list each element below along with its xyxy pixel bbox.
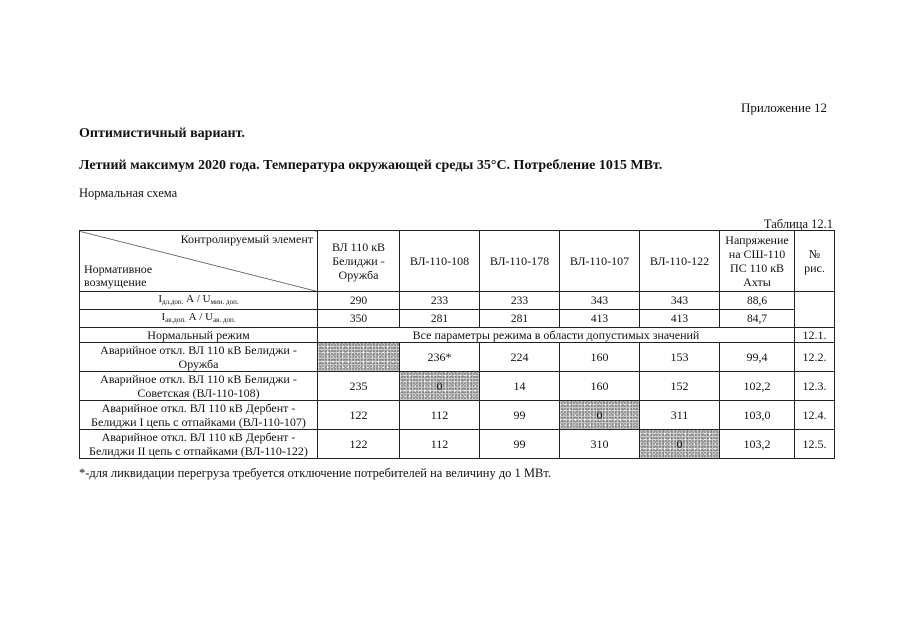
col-header: ВЛ 110 кВ Белиджи - Оружба: [318, 231, 400, 292]
table-row: [80, 401, 835, 430]
diag-bottom-label: Нормативное возмущение: [84, 262, 153, 289]
table-cell: 233: [400, 292, 480, 310]
row-label: Аварийное откл. ВЛ 110 кВ Белиджи - Оружба: [80, 343, 318, 372]
diagonal-header-cell: [80, 231, 318, 292]
disconnected-cell: 0: [400, 372, 480, 401]
table-row: [80, 430, 835, 459]
row-label: Аварийное откл. ВЛ 110 кВ Дербент - Белиджи I цепь с отпайками (ВЛ-110-107): [80, 401, 318, 430]
table-cell: 233: [480, 292, 560, 310]
fig-number: 12.4.: [795, 401, 835, 430]
normal-mode-row: [80, 328, 835, 343]
disconnected-cell: [318, 343, 400, 372]
table-cell-empty: [795, 292, 835, 328]
document-subtitle: Летний максимум 2020 года. Температура окружающей среды 35°С. Потребление 1015 МВт.: [79, 158, 663, 173]
table-cell: 235: [318, 372, 400, 401]
limits-row-emergency: [80, 310, 835, 328]
col-header: Напряжение на СШ-110 ПС 110 кВ Ахты: [720, 231, 795, 292]
document-title: Оптимистичный вариант.: [79, 126, 245, 141]
table-cell: 281: [480, 310, 560, 328]
col-header: № рис.: [795, 231, 835, 292]
fig-number: 12.5.: [795, 430, 835, 459]
fig-number: 12.2.: [795, 343, 835, 372]
table-cell: 413: [640, 310, 720, 328]
table-cell: 112: [400, 430, 480, 459]
col-header: ВЛ-110-107: [560, 231, 640, 292]
table-cell: 343: [640, 292, 720, 310]
diag-top-label: Контролируемый элемент: [180, 232, 313, 246]
table-cell: 112: [400, 401, 480, 430]
table-cell: 99,4: [720, 343, 795, 372]
row-label: Аварийное откл. ВЛ 110 кВ Белиджи - Советская (ВЛ-110-108): [80, 372, 318, 401]
table-cell: 343: [560, 292, 640, 310]
table-cell: 160: [560, 343, 640, 372]
row-label: Нормальный режим: [80, 328, 318, 343]
table-cell: 103,0: [720, 401, 795, 430]
table-cell: 88,6: [720, 292, 795, 310]
table-cell: 236*: [400, 343, 480, 372]
table-cell: 122: [318, 430, 400, 459]
table-cell: 84,7: [720, 310, 795, 328]
table-cell: 103,2: [720, 430, 795, 459]
table-cell: 153: [640, 343, 720, 372]
col-header: ВЛ-110-108: [400, 231, 480, 292]
col-header: ВЛ-110-122: [640, 231, 720, 292]
table-cell: 102,2: [720, 372, 795, 401]
table-cell: 160: [560, 372, 640, 401]
table-row: [80, 343, 835, 372]
normal-mode-text: Все параметры режима в области допустимых значений: [318, 328, 795, 343]
table-cell: 122: [318, 401, 400, 430]
disconnected-cell: 0: [640, 430, 720, 459]
table-cell: 350: [318, 310, 400, 328]
results-table: [79, 230, 835, 459]
fig-number: 12.1.: [795, 328, 835, 343]
limits-row-long: [80, 292, 835, 310]
limits-label: $I_{дл.доп.}$ А / $U_{мин. доп.}$: [80, 292, 318, 310]
limits-label: $I_{ав.доп.}$ А / $U_{ав. доп.}$: [80, 310, 318, 328]
table-cell: 310: [560, 430, 640, 459]
table-cell: 290: [318, 292, 400, 310]
table-cell: 99: [480, 430, 560, 459]
table-cell: 224: [480, 343, 560, 372]
table-cell: 99: [480, 401, 560, 430]
table-cell: 152: [640, 372, 720, 401]
disconnected-cell: 0: [560, 401, 640, 430]
table-cell: 14: [480, 372, 560, 401]
table-cell: 311: [640, 401, 720, 430]
col-header: ВЛ-110-178: [480, 231, 560, 292]
table-caption: Таблица 12.1: [763, 217, 833, 231]
table-cell: 413: [560, 310, 640, 328]
table-header-row: [80, 231, 835, 292]
footnote: *-для ликвидации перегруза требуется отключение потребителей на величину до 1 МВт.: [79, 466, 552, 480]
table-cell: 281: [400, 310, 480, 328]
scheme-label: Нормальная схема: [79, 186, 178, 200]
appendix-label: Приложение 12: [740, 100, 827, 115]
table-row: [80, 372, 835, 401]
row-label: Аварийное откл. ВЛ 110 кВ Дербент - Белиджи II цепь с отпайками (ВЛ-110-122): [80, 430, 318, 459]
fig-number: 12.3.: [795, 372, 835, 401]
